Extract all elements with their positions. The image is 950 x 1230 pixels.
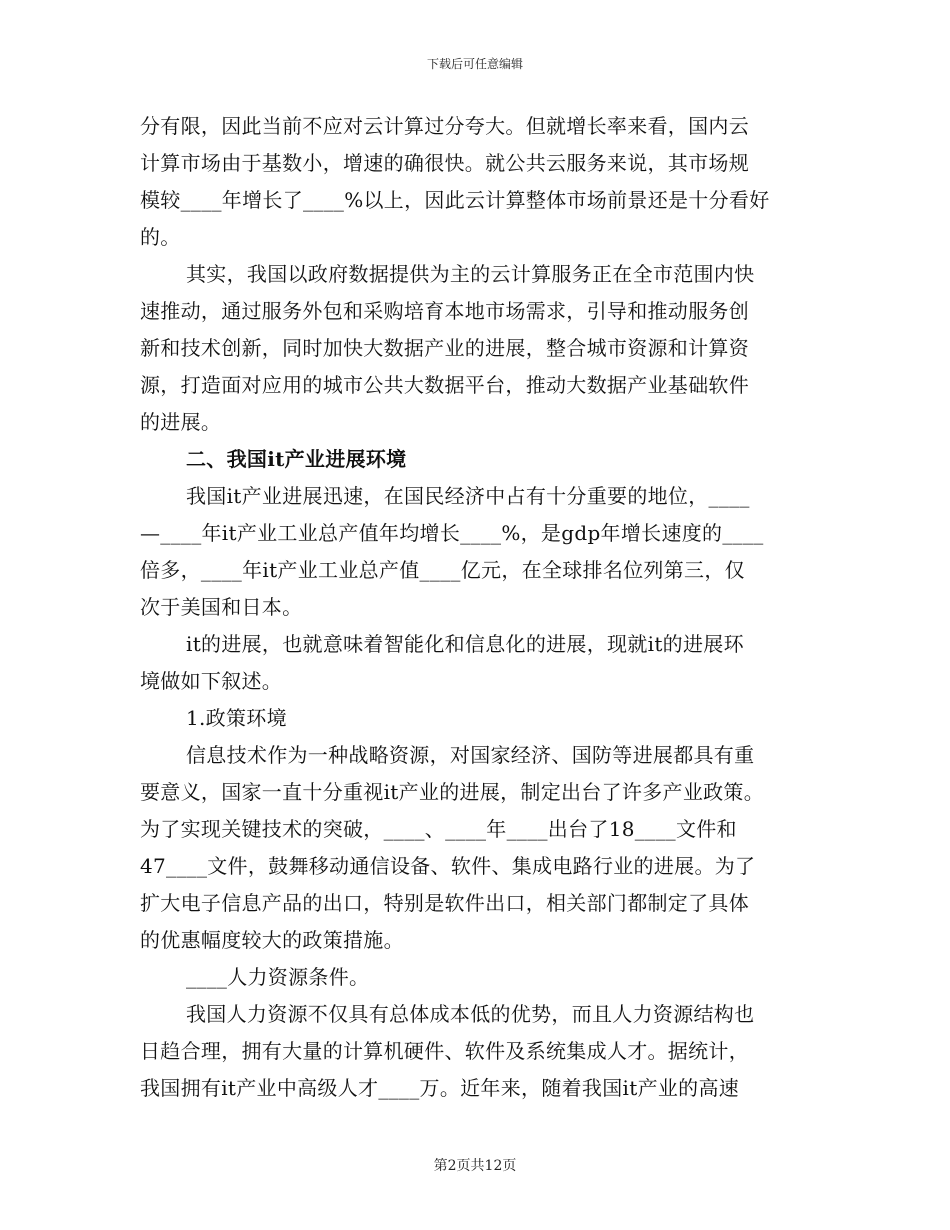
subsection-heading: 1.政策环境	[186, 706, 287, 730]
text-line: 我国拥有it产业中高级人才____万。近年来，随着我国it产业的高速	[140, 1076, 740, 1100]
page-footer: 第2页共12页	[433, 1158, 517, 1174]
text-line: 次于美国和日本。	[140, 595, 303, 619]
text-line: 日趋合理，拥有大量的计算机硬件、软件及系统集成人才。据统计，	[140, 1039, 749, 1063]
text-line: 分有限，因此当前不应对云计算过分夸大。但就增长率来看，国内云	[140, 114, 749, 138]
text-line: 我国人力资源不仅具有总体成本低的优势，而且人力资源结构也	[186, 1002, 755, 1026]
text-line: it的进展，也就意味着智能化和信息化的进展，现就it的进展环	[186, 632, 744, 656]
text-line: 倍多，____年it产业工业总产值____亿元，在全球排名位列第三，仅	[140, 558, 745, 582]
page-header: 下载后可任意编辑	[426, 57, 523, 71]
text-line: —____年it产业工业总产值年均增长____%，是gdp年增长速度的____	[140, 521, 764, 545]
subsection-heading: ____人力资源条件。	[186, 965, 370, 989]
text-line: 为了实现关键技术的突破，____、____年____出台了18____文件和	[140, 817, 737, 841]
text-line: 的。	[140, 225, 181, 249]
text-line: 我国it产业进展迅速，在国民经济中占有十分重要的地位，____	[186, 484, 750, 508]
document-body	[140, 108, 815, 1107]
text-line: 新和技术创新，同时加快大数据产业的进展，整合城市资源和计算资	[140, 336, 749, 360]
text-line: 其实，我国以政府数据提供为主的云计算服务正在全市范围内快	[186, 262, 755, 286]
text-line: 速推动，通过服务外包和采购培育本地市场需求，引导和推动服务创	[140, 299, 749, 323]
text-line: 的优惠幅度较大的政策措施。	[140, 928, 404, 952]
text-line: 信息技术作为一种战略资源，对国家经济、国防等进展都具有重	[186, 743, 755, 767]
text-line: 源，打造面对应用的城市公共大数据平台，推动大数据产业基础软件	[140, 373, 749, 397]
text-line: 要意义，国家一直十分重视it产业的进展，制定出台了许多产业政策。	[140, 780, 765, 804]
text-line: 的进展。	[140, 410, 222, 434]
text-line: 47____文件，鼓舞移动通信设备、软件、集成电路行业的进展。为了	[140, 854, 756, 878]
text-line: 境做如下叙述。	[140, 669, 283, 693]
section-heading: 二、我国it产业进展环境	[186, 447, 407, 471]
text-line: 计算市场由于基数小，增速的确很快。就公共云服务来说，其市场规	[140, 151, 749, 175]
text-line: 扩大电子信息产品的出口，特别是软件出口，相关部门都制定了具体	[140, 891, 749, 915]
text-line: 模较____年增长了____%以上，因此云计算整体市场前景还是十分看好	[140, 188, 770, 212]
